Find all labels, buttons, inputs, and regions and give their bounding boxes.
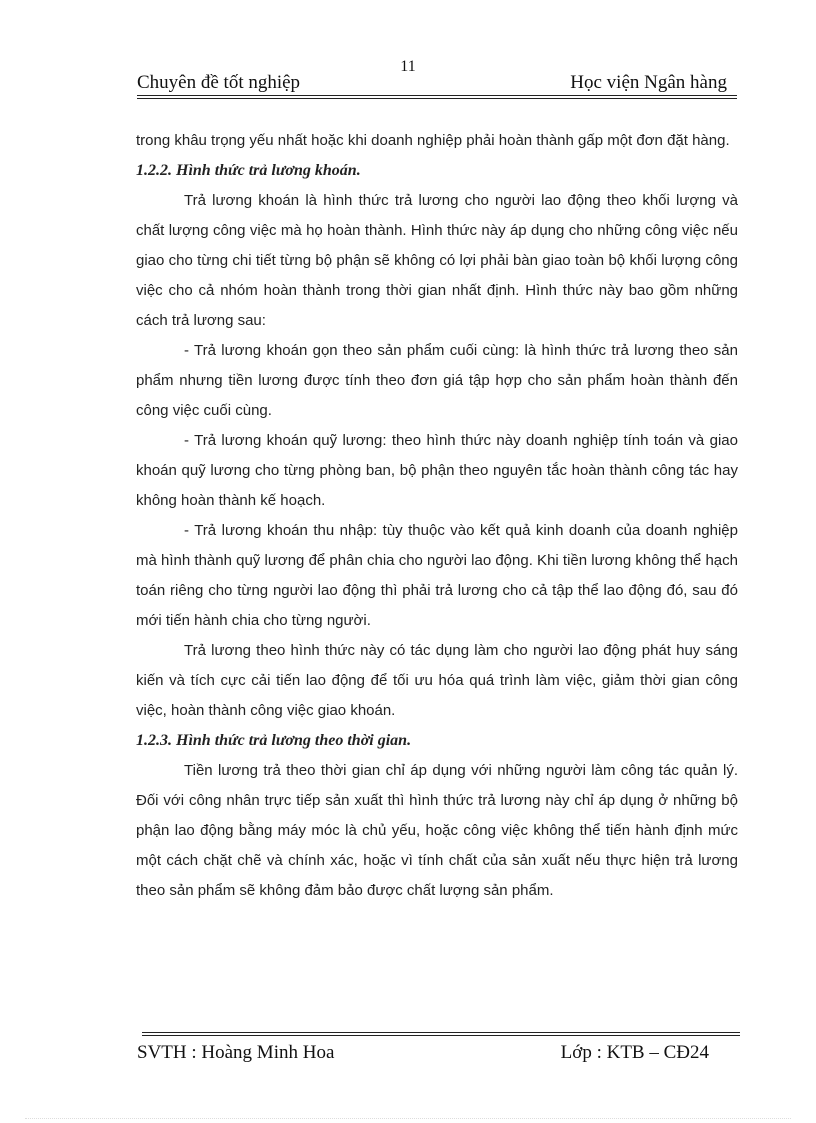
page-edge-dots	[25, 1118, 791, 1119]
section-heading-1-2-3: 1.2.3. Hình thức trả lương theo thời gian.	[136, 732, 412, 749]
page-header	[137, 70, 737, 96]
header-institution: Học viện Ngân hàng	[570, 72, 727, 93]
paragraph: Trả lương theo hình thức này có tác dụng làm cho người lao động phát huy sáng kiến và tích cực cải tiến lao động để tối ưu hóa quá trình làm việc, giảm thời gian công việc, hoàn thành công việc giao khoán.	[136, 642, 738, 719]
list-item: - Trả lương khoán thu nhập: tùy thuộc vào kết quả kinh doanh của doanh nghiệp mà hình thành quỹ lương để phân chia cho người lao động. Khi tiền lương không thể hạch toán riêng cho từng người lao động thì phải trả lương cho cả tập thể lao động đó, sau đó mới tiến hành chia cho từng người.	[136, 522, 738, 629]
paragraph: Tiền lương trả theo thời gian chỉ áp dụng với những người làm công tác quản lý. Đối với công nhân trực tiếp sản xuất thì hình thức trả lương này chỉ áp dụng ở những bộ phận lao động bằng máy móc là chủ yếu, hoặc công việc không thể tiến hành định mức một cách chặt chẽ và chính xác, hoặc vì tính chất của sản xuất nếu thực hiện trả lương theo sản phẩm sẽ không đảm bảo được chất lượng sản phẩm.	[136, 762, 738, 899]
list-item: - Trả lương khoán quỹ lương: theo hình thức này doanh nghiệp tính toán và giao khoán quỹ lương cho từng phòng ban, bộ phận theo nguyên tắc hoàn thành công tác hay không hoàn thành kế hoạch.	[136, 432, 738, 509]
footer-class: Lớp : KTB – CĐ24	[560, 1042, 709, 1063]
paragraph-continuation: trong khâu trọng yếu nhất hoặc khi doanh nghiệp phải hoàn thành gấp một đơn đặt hàng.	[136, 132, 730, 149]
header-document-title: Chuyên đề tốt nghiệp	[137, 72, 301, 93]
footer-divider	[142, 1032, 740, 1033]
list-item: - Trả lương khoán gọn theo sản phẩm cuối cùng: là hình thức trả lương theo sản phẩm nhưng tiền lương được tính theo đơn giá tập hợp cho sản phẩm hoàn thành đến công việc cuối cùng.	[136, 342, 738, 419]
section-heading-1-2-2: 1.2.2. Hình thức trả lương khoán.	[136, 162, 361, 179]
page-footer	[137, 1038, 737, 1068]
page-number: 11	[400, 58, 416, 75]
paragraph: Trả lương khoán là hình thức trả lương cho người lao động theo khối lượng và chất lượng công việc mà họ hoàn thành. Hình thức này áp dụng cho những công việc nếu giao cho từng chi tiết từng bộ phận sẽ không có lợi phải bàn giao toàn bộ khối lượng công việc cho cả nhóm hoàn thành trong thời gian nhất định. Hình thức này bao gồm những cách trả lương sau:	[136, 192, 738, 329]
footer-student: SVTH : Hoàng Minh Hoa	[137, 1042, 335, 1063]
header-divider	[137, 95, 737, 96]
page-body	[136, 126, 738, 906]
